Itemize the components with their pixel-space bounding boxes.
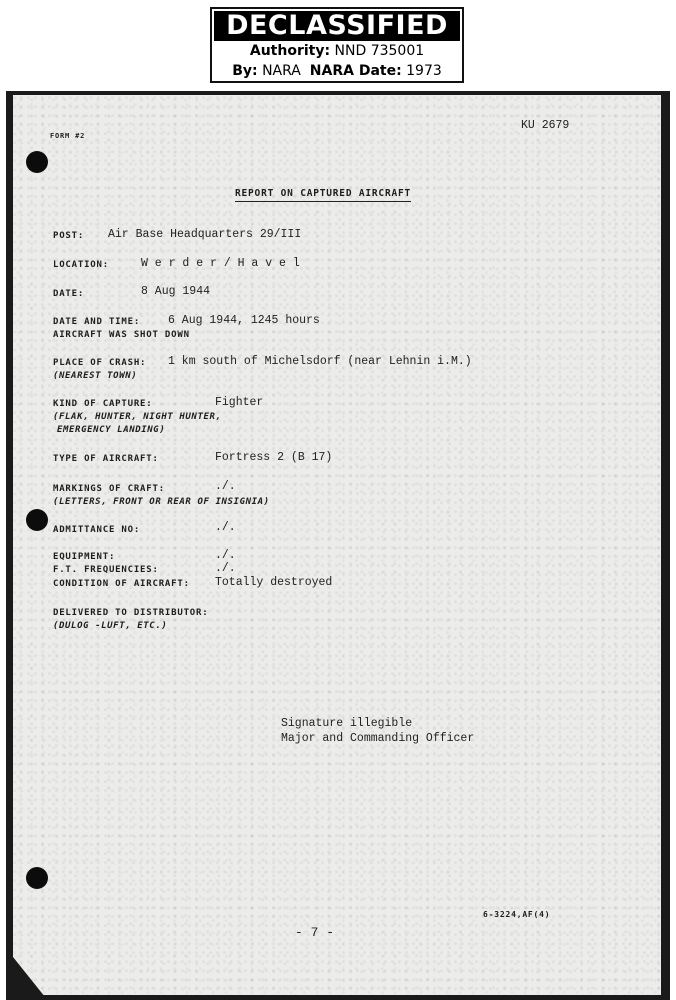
equipment-value: ./. xyxy=(215,549,236,562)
punch-hole xyxy=(26,509,48,531)
stamp-date-label: NARA Date: xyxy=(309,63,402,79)
type-of-aircraft-value: Fortress 2 (B 17) xyxy=(215,451,333,464)
stamp-by-label: By: xyxy=(232,63,258,79)
punch-hole xyxy=(26,151,48,173)
signature-title: Major and Commanding Officer xyxy=(281,732,475,745)
place-of-crash-label: PLACE OF CRASH: xyxy=(53,358,147,368)
stamp-date-value: 1973 xyxy=(406,63,442,79)
equipment-label: EQUIPMENT: xyxy=(53,552,116,562)
post-value: Air Base Headquarters 29/III xyxy=(108,228,302,241)
page-number: - 7 - xyxy=(295,925,335,940)
paper-page xyxy=(13,95,661,995)
stamp-by-value: NARA xyxy=(262,63,301,79)
declassified-stamp xyxy=(210,7,464,83)
ft-frequencies-value: ./. xyxy=(215,562,236,575)
stamp-title: DECLASSIFIED xyxy=(214,11,460,41)
date-time-value: 6 Aug 1944, 1245 hours xyxy=(168,314,320,327)
type-of-aircraft-label: TYPE OF AIRCRAFT: xyxy=(53,454,159,464)
report-title: REPORT ON CAPTURED AIRCRAFT xyxy=(235,187,411,202)
stamp-authority-value: NND 735001 xyxy=(334,43,425,59)
place-of-crash-value: 1 km south of Michelsdorf (near Lehnin i.M.) xyxy=(168,355,472,368)
scanned-sheet xyxy=(6,91,670,1000)
markings-sublabel: (LETTERS, FRONT OR REAR OF INSIGNIA) xyxy=(53,497,270,507)
ft-frequencies-label: F.T. FREQUENCIES: xyxy=(53,565,159,575)
signature-line: Signature illegible xyxy=(281,717,413,730)
delivered-sublabel: (DULOG -LUFT, ETC.) xyxy=(53,621,168,631)
location-label: LOCATION: xyxy=(53,260,109,270)
stamp-authority-line xyxy=(212,41,462,61)
date-value: 8 Aug 1944 xyxy=(141,285,211,298)
markings-label: MARKINGS OF CRAFT: xyxy=(53,484,165,494)
date-time-sublabel: AIRCRAFT WAS SHOT DOWN xyxy=(53,330,190,340)
kind-of-capture-value: Fighter xyxy=(215,396,264,409)
date-label: DATE: xyxy=(53,289,85,299)
kind-of-capture-label: KIND OF CAPTURE: xyxy=(53,399,153,409)
condition-value: Totally destroyed xyxy=(215,576,333,589)
stamp-authority-label: Authority: xyxy=(249,43,331,59)
location-value: W e r d e r / H a v e l xyxy=(141,257,300,270)
kind-of-capture-sublabel-2: EMERGENCY LANDING) xyxy=(57,425,166,435)
place-of-crash-sublabel: (NEAREST TOWN) xyxy=(53,371,138,381)
date-time-label: DATE AND TIME: xyxy=(53,317,141,327)
post-label: POST: xyxy=(53,231,85,241)
form-number: FORM #2 xyxy=(50,132,86,140)
delivered-label: DELIVERED TO DISTRIBUTOR: xyxy=(53,608,209,618)
print-code: 6-3224,AF(4) xyxy=(483,910,551,919)
stamp-by-line xyxy=(212,61,462,81)
file-number: KU 2679 xyxy=(521,119,570,132)
markings-value: ./. xyxy=(215,480,236,493)
kind-of-capture-sublabel: (FLAK, HUNTER, NIGHT HUNTER, xyxy=(53,412,222,422)
admittance-label: ADMITTANCE NO: xyxy=(53,525,141,535)
folded-corner xyxy=(13,947,53,995)
admittance-value: ./. xyxy=(215,521,236,534)
punch-hole xyxy=(26,867,48,889)
condition-label: CONDITION OF AIRCRAFT: xyxy=(53,579,190,589)
